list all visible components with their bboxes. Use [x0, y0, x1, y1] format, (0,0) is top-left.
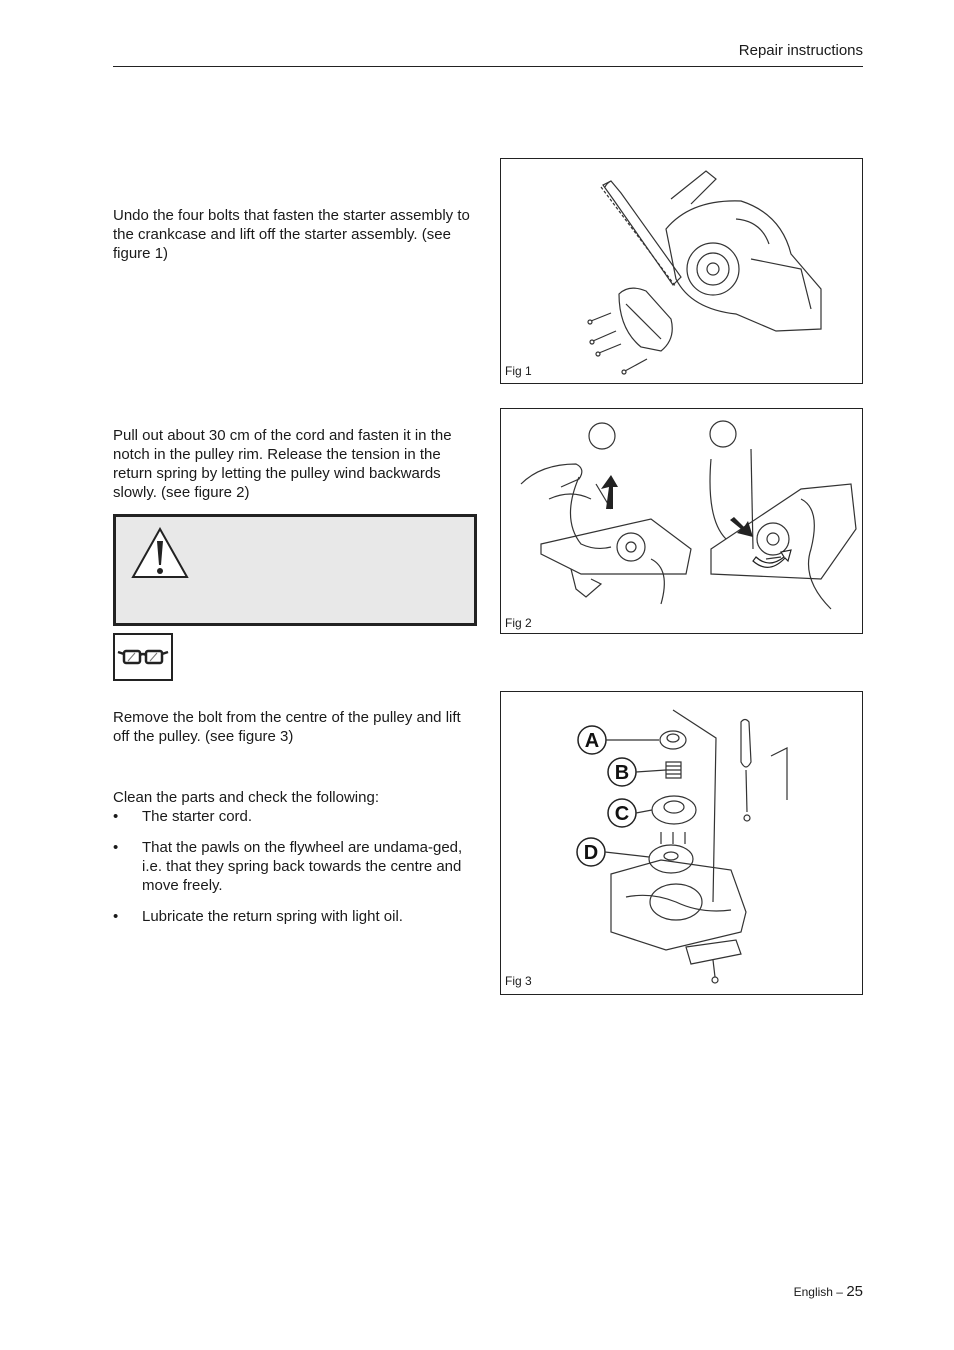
glasses-box: [113, 633, 173, 681]
figure-3-illustration: [501, 692, 862, 994]
callout-c-label: C: [614, 803, 630, 825]
figure-1: [500, 158, 863, 384]
figure-1-illustration: [501, 159, 862, 383]
list-item-text: That the pawls on the flywheel are undama-ged, i.e. that they spring back towards the centre and move freely.: [142, 839, 463, 894]
figure-3: [500, 691, 863, 995]
figure-1-label: Fig 1: [505, 364, 532, 378]
bullet-mark: •: [113, 839, 119, 856]
warning-box: [113, 514, 477, 626]
list-item: [113, 907, 481, 926]
step-text-1: Undo the four bolts that fasten the starter assembly to the crankcase and lift off the starter assembly. (see figure 1): [113, 207, 470, 262]
page-number: 25: [846, 1283, 863, 1300]
checklist: [113, 807, 481, 926]
figure-2-illustration: [501, 409, 862, 633]
safety-glasses-icon: [115, 635, 171, 679]
callout-a-label: A: [584, 730, 600, 752]
warning-triangle-icon: [130, 527, 190, 579]
list-item: [113, 838, 481, 895]
step-text-2: Pull out about 30 cm of the cord and fasten it in the notch in the pulley rim. Release the tension in the return spring by letting the pulley wind backwards slowly. (see figure 2): [113, 427, 452, 501]
footer-language: English –: [793, 1285, 843, 1299]
bullet-mark: •: [113, 808, 119, 825]
figure-3-label: Fig 3: [505, 974, 532, 988]
step-text-4: [113, 788, 481, 934]
header-rule: [113, 66, 863, 67]
figure-2-label: Fig 2: [505, 616, 532, 630]
list-item-text: Lubricate the return spring with light oil.: [142, 908, 403, 925]
callout-d-label: D: [583, 842, 599, 864]
list-item-text: The starter cord.: [142, 808, 253, 825]
page-footer: [794, 1283, 863, 1300]
step-text-3: Remove the bolt from the centre of the pulley and lift off the pulley. (see figure 3): [113, 709, 461, 745]
page-header-title: Repair instructions: [738, 42, 863, 59]
list-item: [113, 807, 481, 826]
callout-b-label: B: [614, 762, 630, 784]
figure-2: [500, 408, 863, 634]
bullet-mark: •: [113, 908, 119, 925]
checklist-intro: Clean the parts and check the following:: [113, 789, 379, 806]
